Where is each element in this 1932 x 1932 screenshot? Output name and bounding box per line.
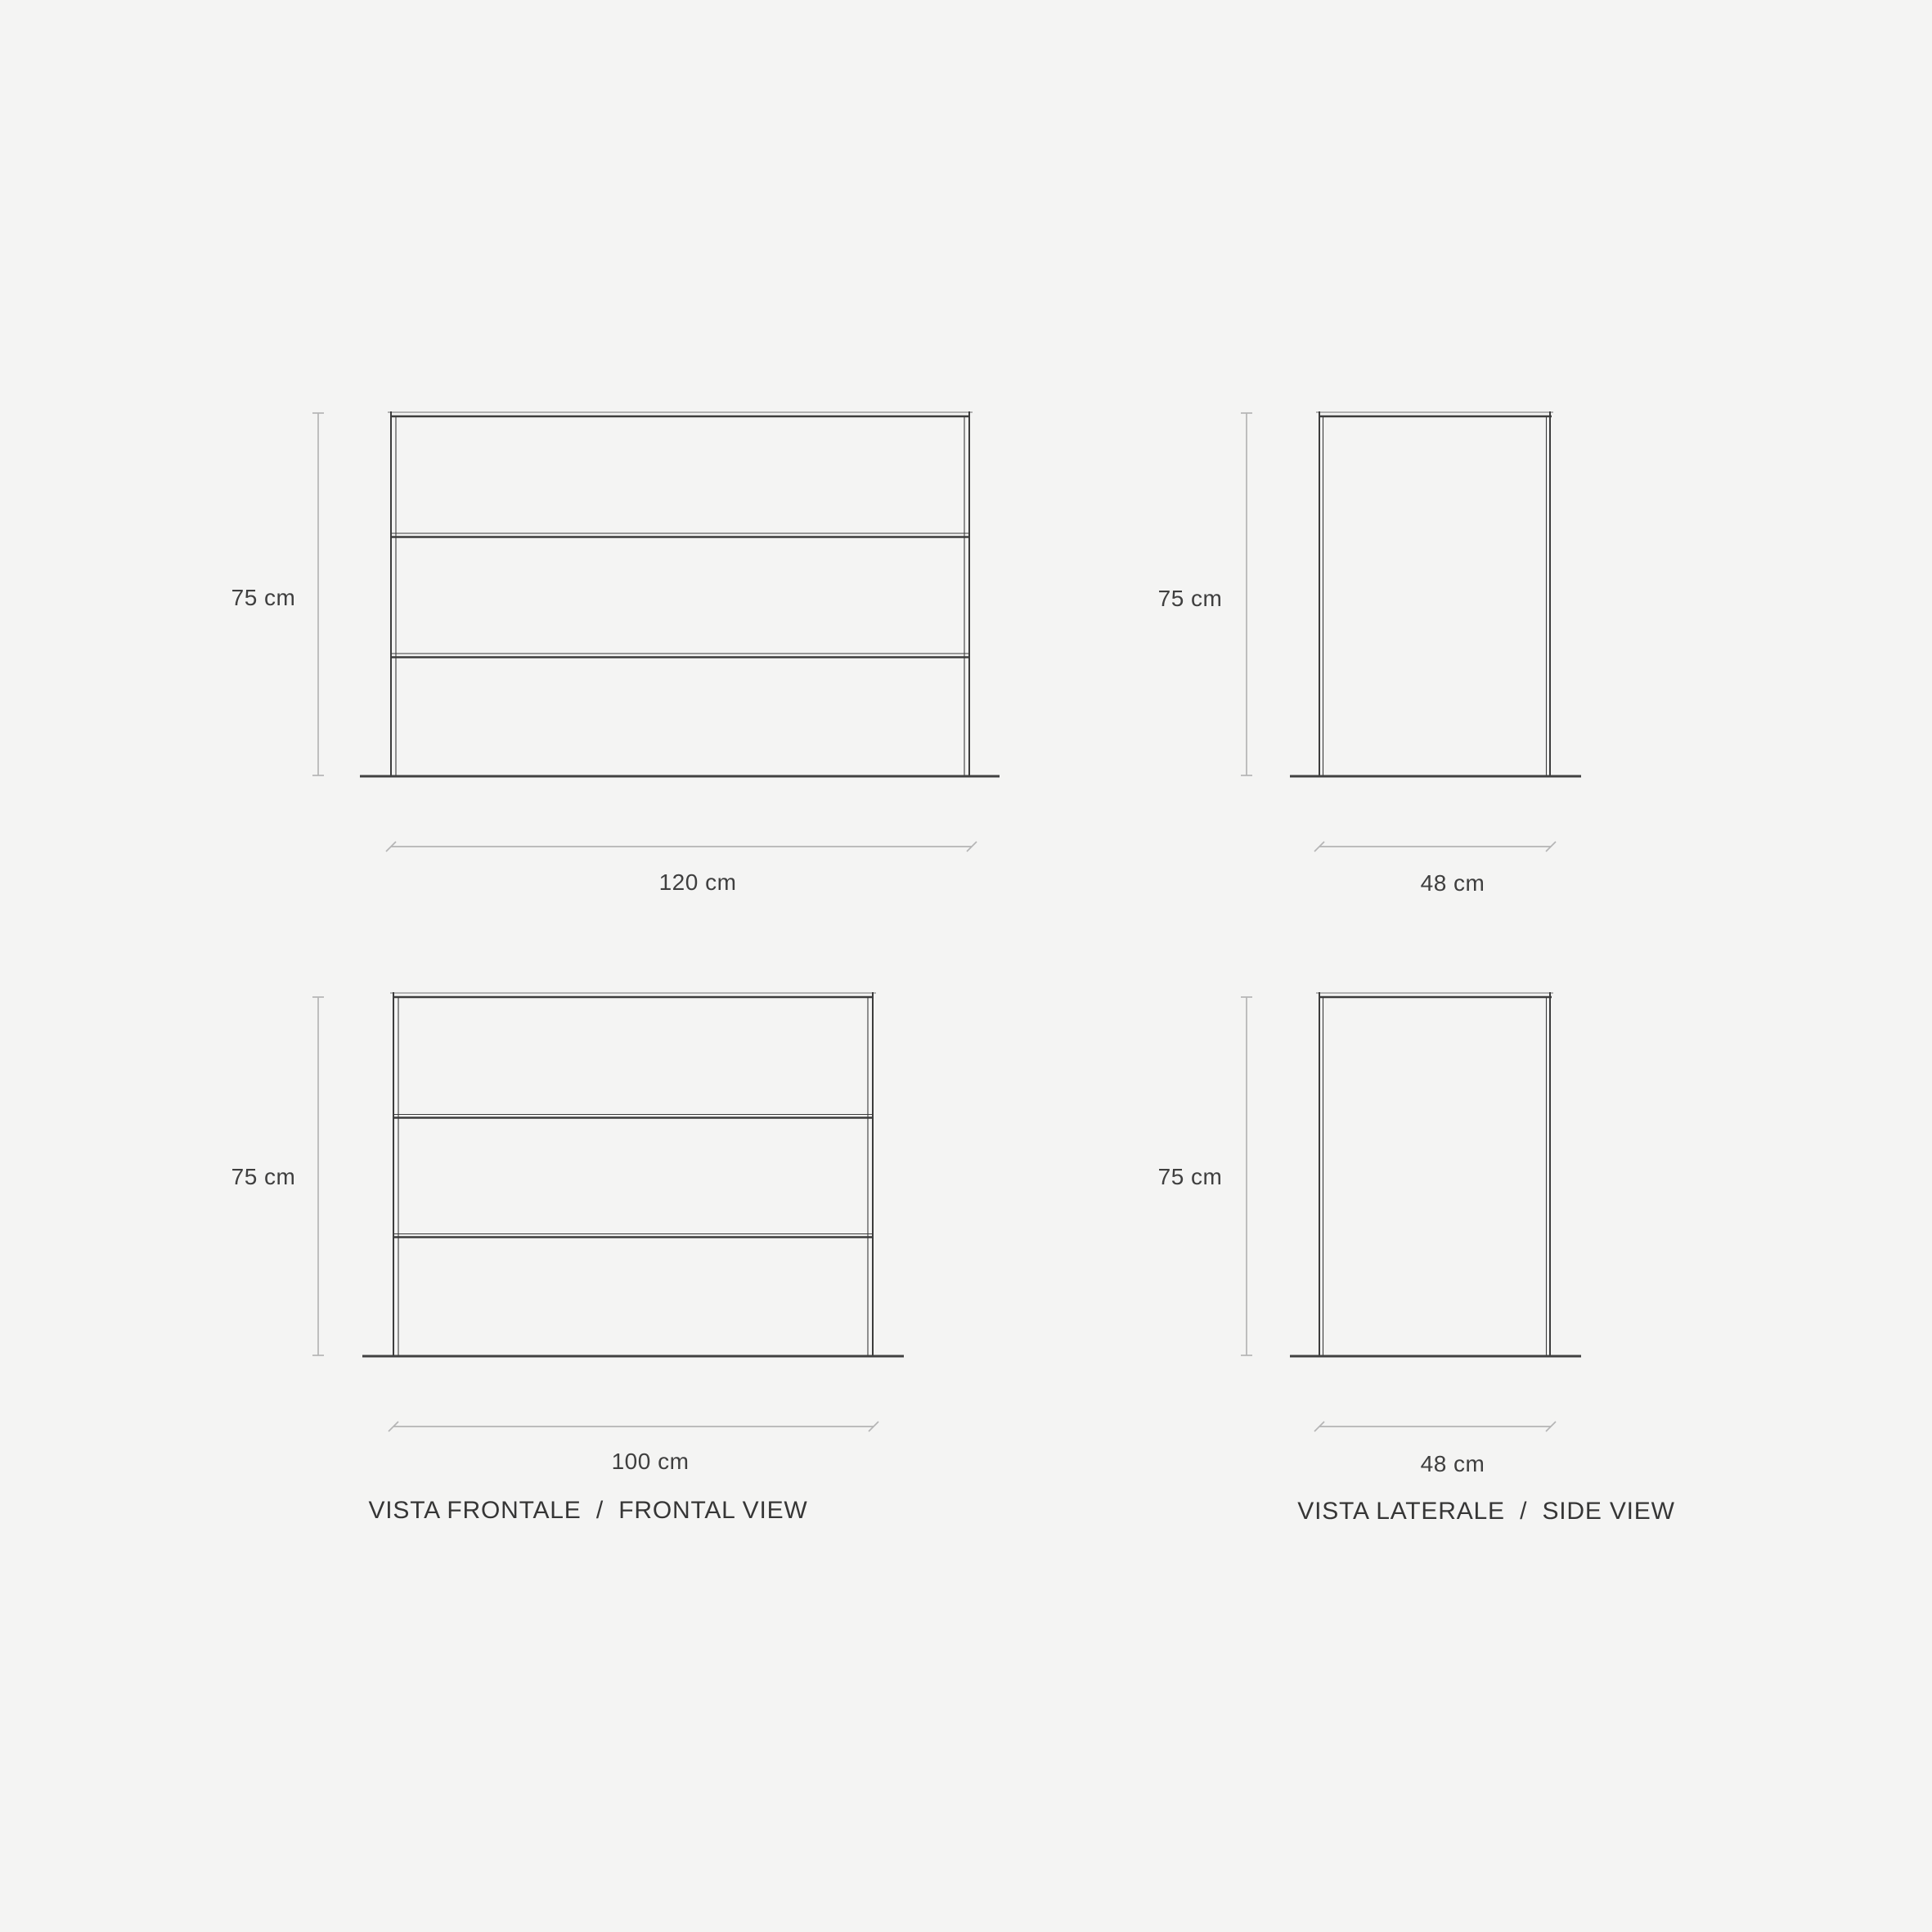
frontal-view-100-drawing — [362, 992, 904, 1356]
side-view-48-top-drawing — [1290, 411, 1581, 776]
caption-side-view: VISTA LATERALE / SIDE VIEW — [1297, 1498, 1675, 1525]
side-view-48-bottom-drawing — [1290, 992, 1581, 1356]
dimension-lines — [312, 413, 1556, 1431]
width-label-side-bottom: 48 cm — [1420, 1451, 1485, 1476]
width-label-frontal-100: 100 cm — [611, 1449, 690, 1474]
height-label-side-bottom: 75 cm — [1157, 1164, 1223, 1189]
caption-frontal-view: VISTA FRONTALE / FRONTAL VIEW — [368, 1497, 808, 1524]
width-label-frontal-120: 120 cm — [658, 869, 737, 895]
width-label-side-top: 48 cm — [1420, 870, 1485, 896]
height-label-frontal-100: 75 cm — [231, 1164, 296, 1189]
frontal-view-120-drawing — [360, 411, 1000, 776]
height-label-side-top: 75 cm — [1157, 586, 1223, 611]
height-label-frontal-120: 75 cm — [231, 585, 296, 610]
